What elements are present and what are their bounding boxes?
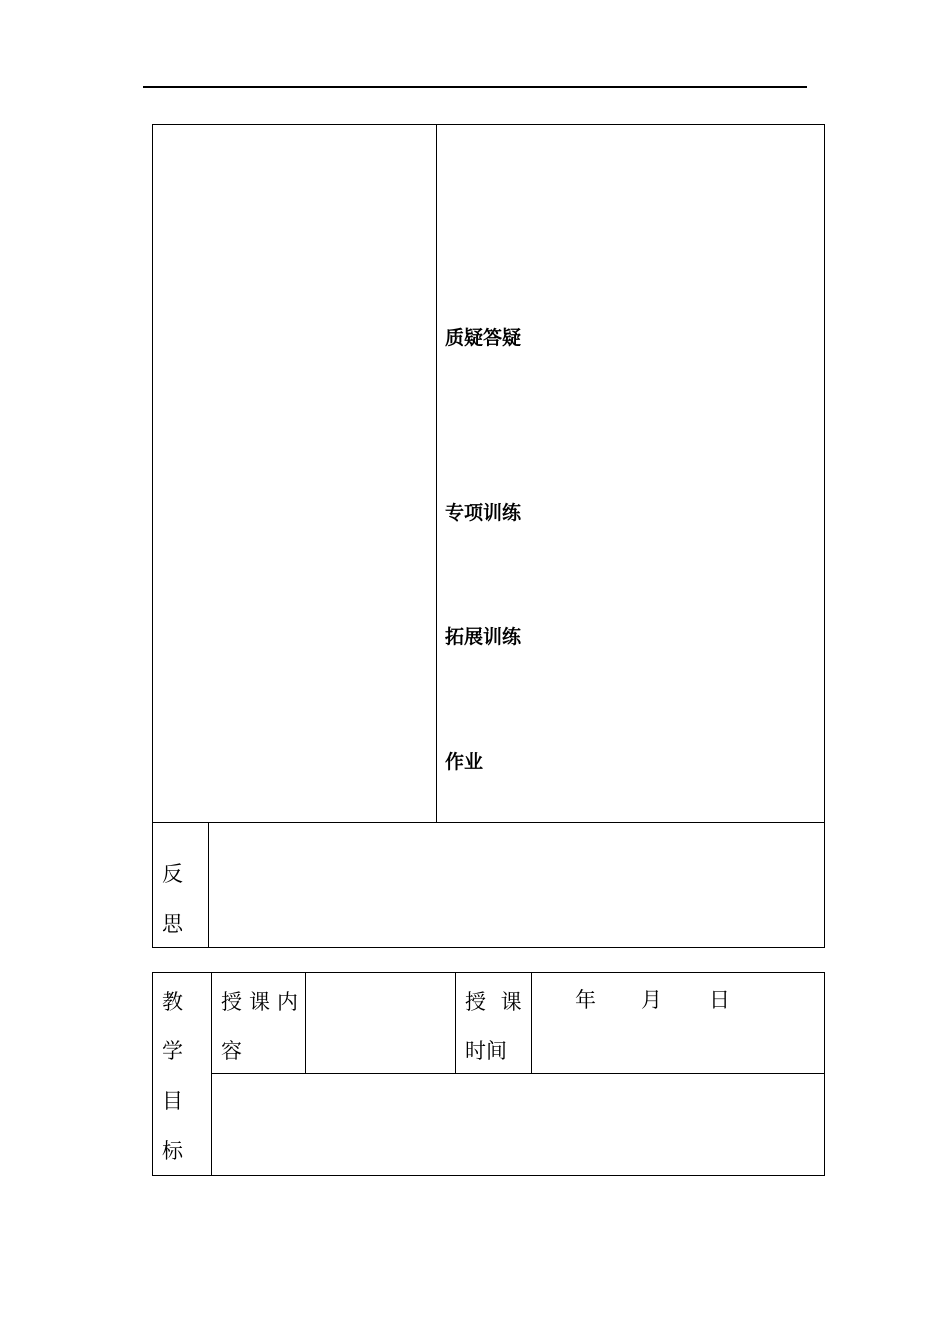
content-value-divider [455, 972, 456, 1074]
activity-homework: 作业 [445, 751, 484, 773]
goal-label-4: 标 [162, 1139, 183, 1163]
time-label-1: 授 课 [465, 990, 526, 1014]
reflection-divider [208, 822, 209, 948]
column-divider [436, 124, 437, 823]
goal-label-2: 学 [162, 1039, 183, 1063]
time-label-divider [531, 972, 532, 1074]
lower-row-divider [211, 1073, 825, 1074]
goal-column-divider [211, 972, 212, 1176]
content-label-2: 容 [221, 1039, 242, 1063]
lesson-plan-table [152, 124, 825, 948]
goal-label-1: 教 [162, 990, 183, 1014]
reflection-label-2: 思 [162, 912, 183, 936]
activity-qa: 质疑答疑 [445, 327, 522, 349]
page-header-rule [143, 86, 807, 88]
reflection-label-1: 反 [162, 862, 183, 886]
content-label-1: 授课内 [221, 990, 305, 1014]
activity-special-training: 专项训练 [445, 502, 522, 524]
date-month: 月 [641, 988, 662, 1012]
date-year: 年 [575, 988, 596, 1012]
activity-extended-training: 拓展训练 [445, 626, 522, 648]
row-divider [152, 822, 825, 823]
goal-label-3: 目 [162, 1089, 183, 1113]
time-label-2: 时间 [465, 1039, 507, 1063]
content-label-divider [305, 972, 306, 1074]
date-day: 日 [709, 988, 730, 1012]
